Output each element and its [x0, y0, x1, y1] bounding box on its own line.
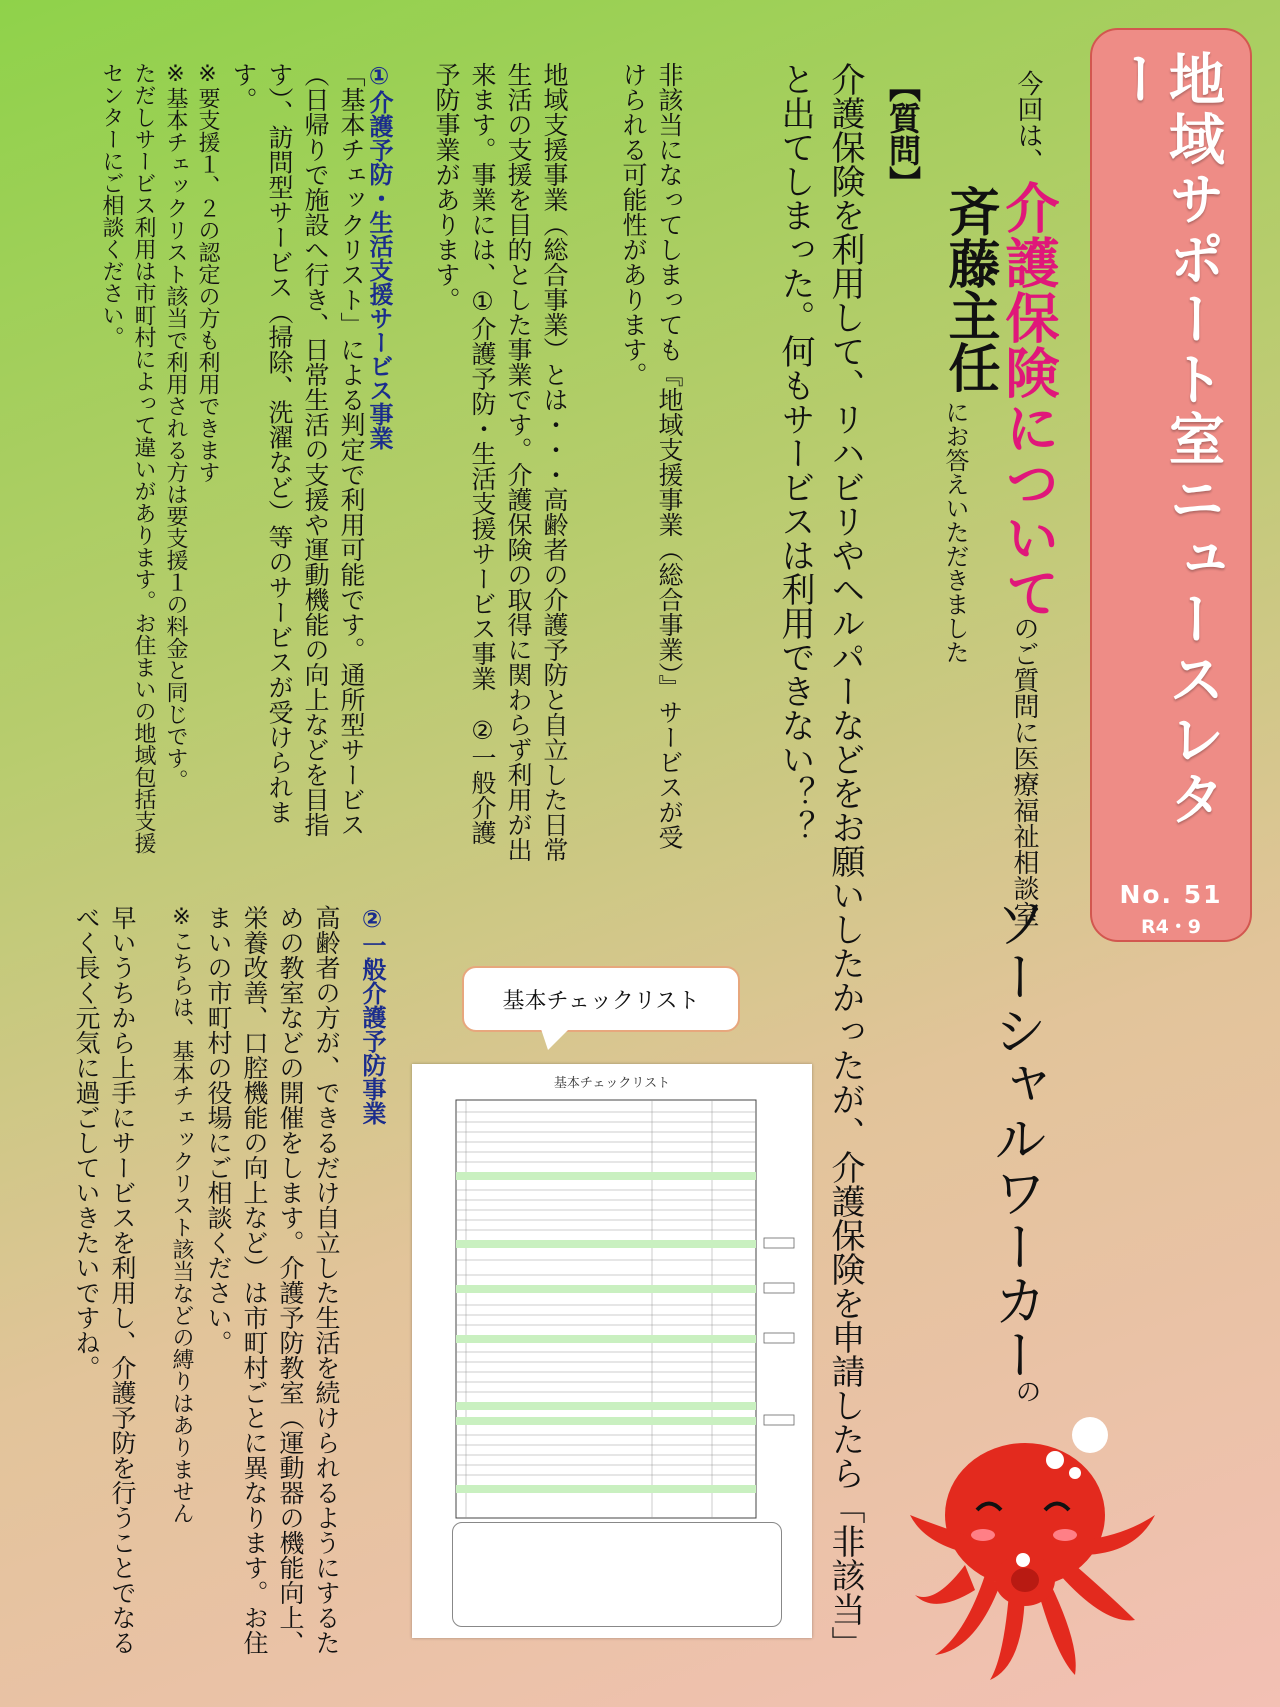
octopus-mascot-icon: [905, 1405, 1165, 1685]
checklist-table-graphic: [412, 1090, 812, 1540]
question-text: 介護保険を利用して、リハビリやヘルパーなどをお願いしたかったが、介護保険を申請したら「非該当」と出てしまった。何もサービスは利用できない？？: [775, 62, 865, 1660]
checklist-footer-box: [452, 1522, 782, 1627]
issue-number: No. 51: [1119, 880, 1223, 909]
issue-date: R4・9: [1140, 916, 1202, 938]
checklist-bubble: 基本チェックリスト: [462, 966, 740, 1032]
answer-paragraph-4: 高齢者の方が、できるだけ自立した生活を続けられるようにするための教室などの開催をします。介護予防教室（運動器の機能向上、栄養改善、口腔機能の向上など）は市町村ごとに異なります。お住まいの市町村の役場にご相談ください。: [204, 905, 341, 1655]
intro-particle: の: [1011, 1378, 1041, 1404]
answer-paragraph-3: 「基本チェックリスト」による判定で利用可能です。通所型サービス（日帰りで施設へ行き、日常生活の支援や運動機能の向上などを目指す）、訪問型サービス（掃除、洗濯など）等のサービスが受けられます。: [229, 62, 366, 837]
answer-paragraph-2: 地域支援事業（総合事業）とは・・・高齢者の介護予防と自立した日常生活の支援を目的とした事業です。介護保険の取得に関わらず利用が出来ます。事業には、①介護予防・生活支援サービス事業 ②一般介護予防事業があります。: [432, 62, 569, 862]
checklist-title: 基本チェックリスト: [553, 1076, 671, 1091]
intro-role: ソーシャルワーカー: [985, 895, 1048, 1381]
bubble-tail: [540, 1026, 572, 1050]
note-support-level: ※要支援１、２の認定の方も利用できます ※基本チェックリスト該当で利用される方は要支援１の料金と同じです。 ただしサービス利用は市町村によって違いがあります。お住まいの地域包括支援センターにご相談ください。: [99, 62, 220, 854]
intro-line2: のご質問に医療福祉相談室: [1009, 615, 1039, 927]
question-label: 【質問】: [884, 70, 922, 198]
note-no-restriction: ※こちらは、基本チェックリスト該当などの縛りはありません: [169, 905, 194, 1524]
answer-paragraph-1: 非該当になってしまっても『地域支援事業（総合事業）』サービスが受けられる可能性があります。: [619, 62, 684, 850]
intro-name: 斉藤主任: [939, 185, 999, 393]
intro-line3: にお答えいただきました: [941, 400, 969, 664]
checklist-image: [412, 1064, 812, 1638]
newsletter-title: 地域サポート室ニュースレター: [1104, 50, 1225, 830]
heading-service-program: ①介護予防・生活支援サービス事業: [365, 62, 393, 450]
intro-line1: 今回は、: [1013, 70, 1043, 174]
intro-topic: 介護保険について: [997, 180, 1060, 620]
title-banner: [1090, 28, 1252, 942]
heading-general-prevention: ②一般介護予防事業: [358, 905, 386, 1125]
answer-closing: 早いうちから上手にサービスを利用し、介護予防を行うことでなるべく長く元気に過ごしていきたいですね。: [72, 905, 137, 1655]
